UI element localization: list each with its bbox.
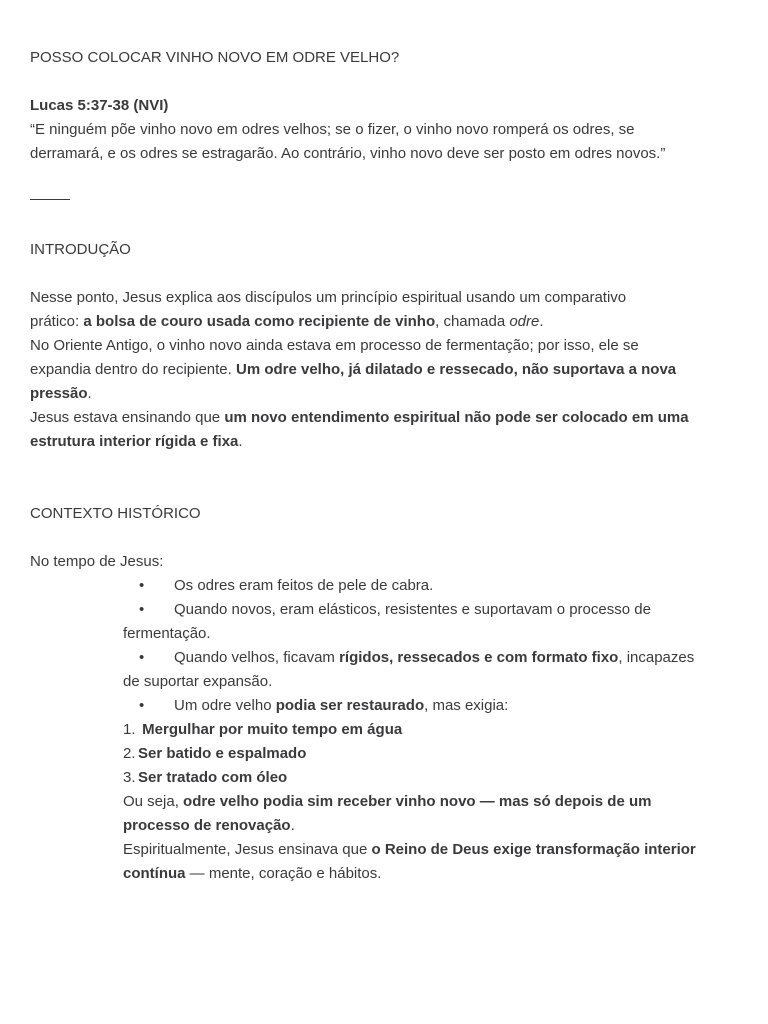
bold-text: contínua (123, 865, 186, 882)
summary-line (30, 790, 740, 814)
paragraph-line (30, 310, 740, 334)
text-run: Ou seja, (123, 793, 184, 810)
numbered-item-text: Ser tratado com óleo (138, 769, 288, 786)
section-heading-introduction: INTRODUÇÃO (30, 241, 131, 258)
text-run: Jesus estava ensinando que (30, 409, 225, 426)
list-item-text: Os odres eram feitos de pele de cabra. (174, 577, 434, 594)
section-heading-historical-context: CONTEXTO HISTÓRICO (30, 505, 201, 522)
item-number: 2. (123, 745, 136, 762)
summary-line (30, 862, 740, 886)
list-item (30, 646, 740, 670)
bold-text: a bolsa de couro usada como recipiente de vinho (83, 313, 436, 330)
bold-text: rígidos, ressecados e com formato fixo (339, 649, 619, 666)
intro-paragraph (30, 286, 740, 454)
numbered-item (30, 718, 740, 742)
bible-reference: Lucas 5:37-38 (NVI) (30, 97, 169, 114)
paragraph-line: No Oriente Antigo, o vinho novo ainda estava em processo de fermentação; por isso, ele se (30, 337, 639, 354)
text-run: Quando velhos, ficavam (174, 649, 340, 666)
text-run: , mas exigia: (424, 697, 509, 714)
bold-text: processo de renovação (123, 817, 291, 834)
text-run: Um odre velho (174, 697, 276, 714)
text-run: , incapazes (618, 649, 695, 666)
bold-text: o Reino de Deus exige transformação interior (371, 841, 696, 858)
list-item (30, 694, 740, 718)
list-item-text (174, 646, 694, 670)
text-run: prático: (30, 313, 84, 330)
bold-text: estrutura interior rígida e fixa (30, 433, 239, 450)
bold-text: podia ser restaurado (275, 697, 425, 714)
text-run: — mente, coração e hábitos. (185, 865, 382, 882)
quote-line: derramará, e os odres se estragarão. Ao contrário, vinho novo deve ser posto em odres novos.” (30, 145, 666, 162)
item-number: 1. (123, 721, 136, 738)
numbered-item-text: Mergulhar por muito tempo em água (142, 721, 403, 738)
list-item-text (174, 694, 508, 718)
numbered-item (30, 766, 740, 790)
bold-text: um novo entendimento espiritual não pode ser colocado em uma (224, 409, 689, 426)
bold-text: Um odre velho, já dilatado e ressecado, não suportava a nova (235, 361, 677, 378)
paragraph-line (30, 358, 740, 382)
bullet-icon: • (139, 649, 145, 666)
list-item (30, 574, 740, 598)
paragraph-line (30, 430, 740, 454)
text-run: Espiritualmente, Jesus ensinava que (123, 841, 372, 858)
text-run: . (87, 385, 92, 402)
paragraph-line: Nesse ponto, Jesus explica aos discípulos um princípio espiritual usando um comparativo (30, 289, 627, 306)
numbered-item-text: Ser batido e espalmado (138, 745, 307, 762)
bold-text: odre velho podia sim receber vinho novo — mas só depois de um (183, 793, 652, 810)
paragraph-line (30, 382, 740, 406)
bold-text: pressão (30, 385, 88, 402)
text-run: expandia dentro do recipiente. (30, 361, 236, 378)
italic-text: odre (509, 313, 540, 330)
summary-line (30, 838, 740, 862)
paragraph-line (30, 406, 740, 430)
list-item (30, 598, 740, 622)
numbered-item (30, 742, 740, 766)
document-body (30, 46, 740, 886)
bullet-icon: • (139, 601, 145, 618)
text-run: . (290, 817, 295, 834)
list-item-text: Quando novos, eram elásticos, resistentes e suportavam o processo de (174, 601, 651, 618)
text-run: , chamada (435, 313, 510, 330)
list-item-continuation: de suportar expansão. (123, 673, 273, 690)
context-lead: No tempo de Jesus: (30, 553, 164, 570)
document-title: POSSO COLOCAR VINHO NOVO EM ODRE VELHO? (30, 49, 400, 66)
section-divider (30, 199, 70, 200)
bullet-icon: • (139, 697, 145, 714)
summary-line (30, 814, 740, 838)
bullet-icon: • (139, 577, 145, 594)
quote-line: “E ninguém põe vinho novo em odres velhos; se o fizer, o vinho novo romperá os odres, se (30, 121, 635, 138)
text-run: . (238, 433, 243, 450)
text-run: . (539, 313, 544, 330)
list-item-continuation: fermentação. (123, 625, 211, 642)
item-number: 3. (123, 769, 136, 786)
